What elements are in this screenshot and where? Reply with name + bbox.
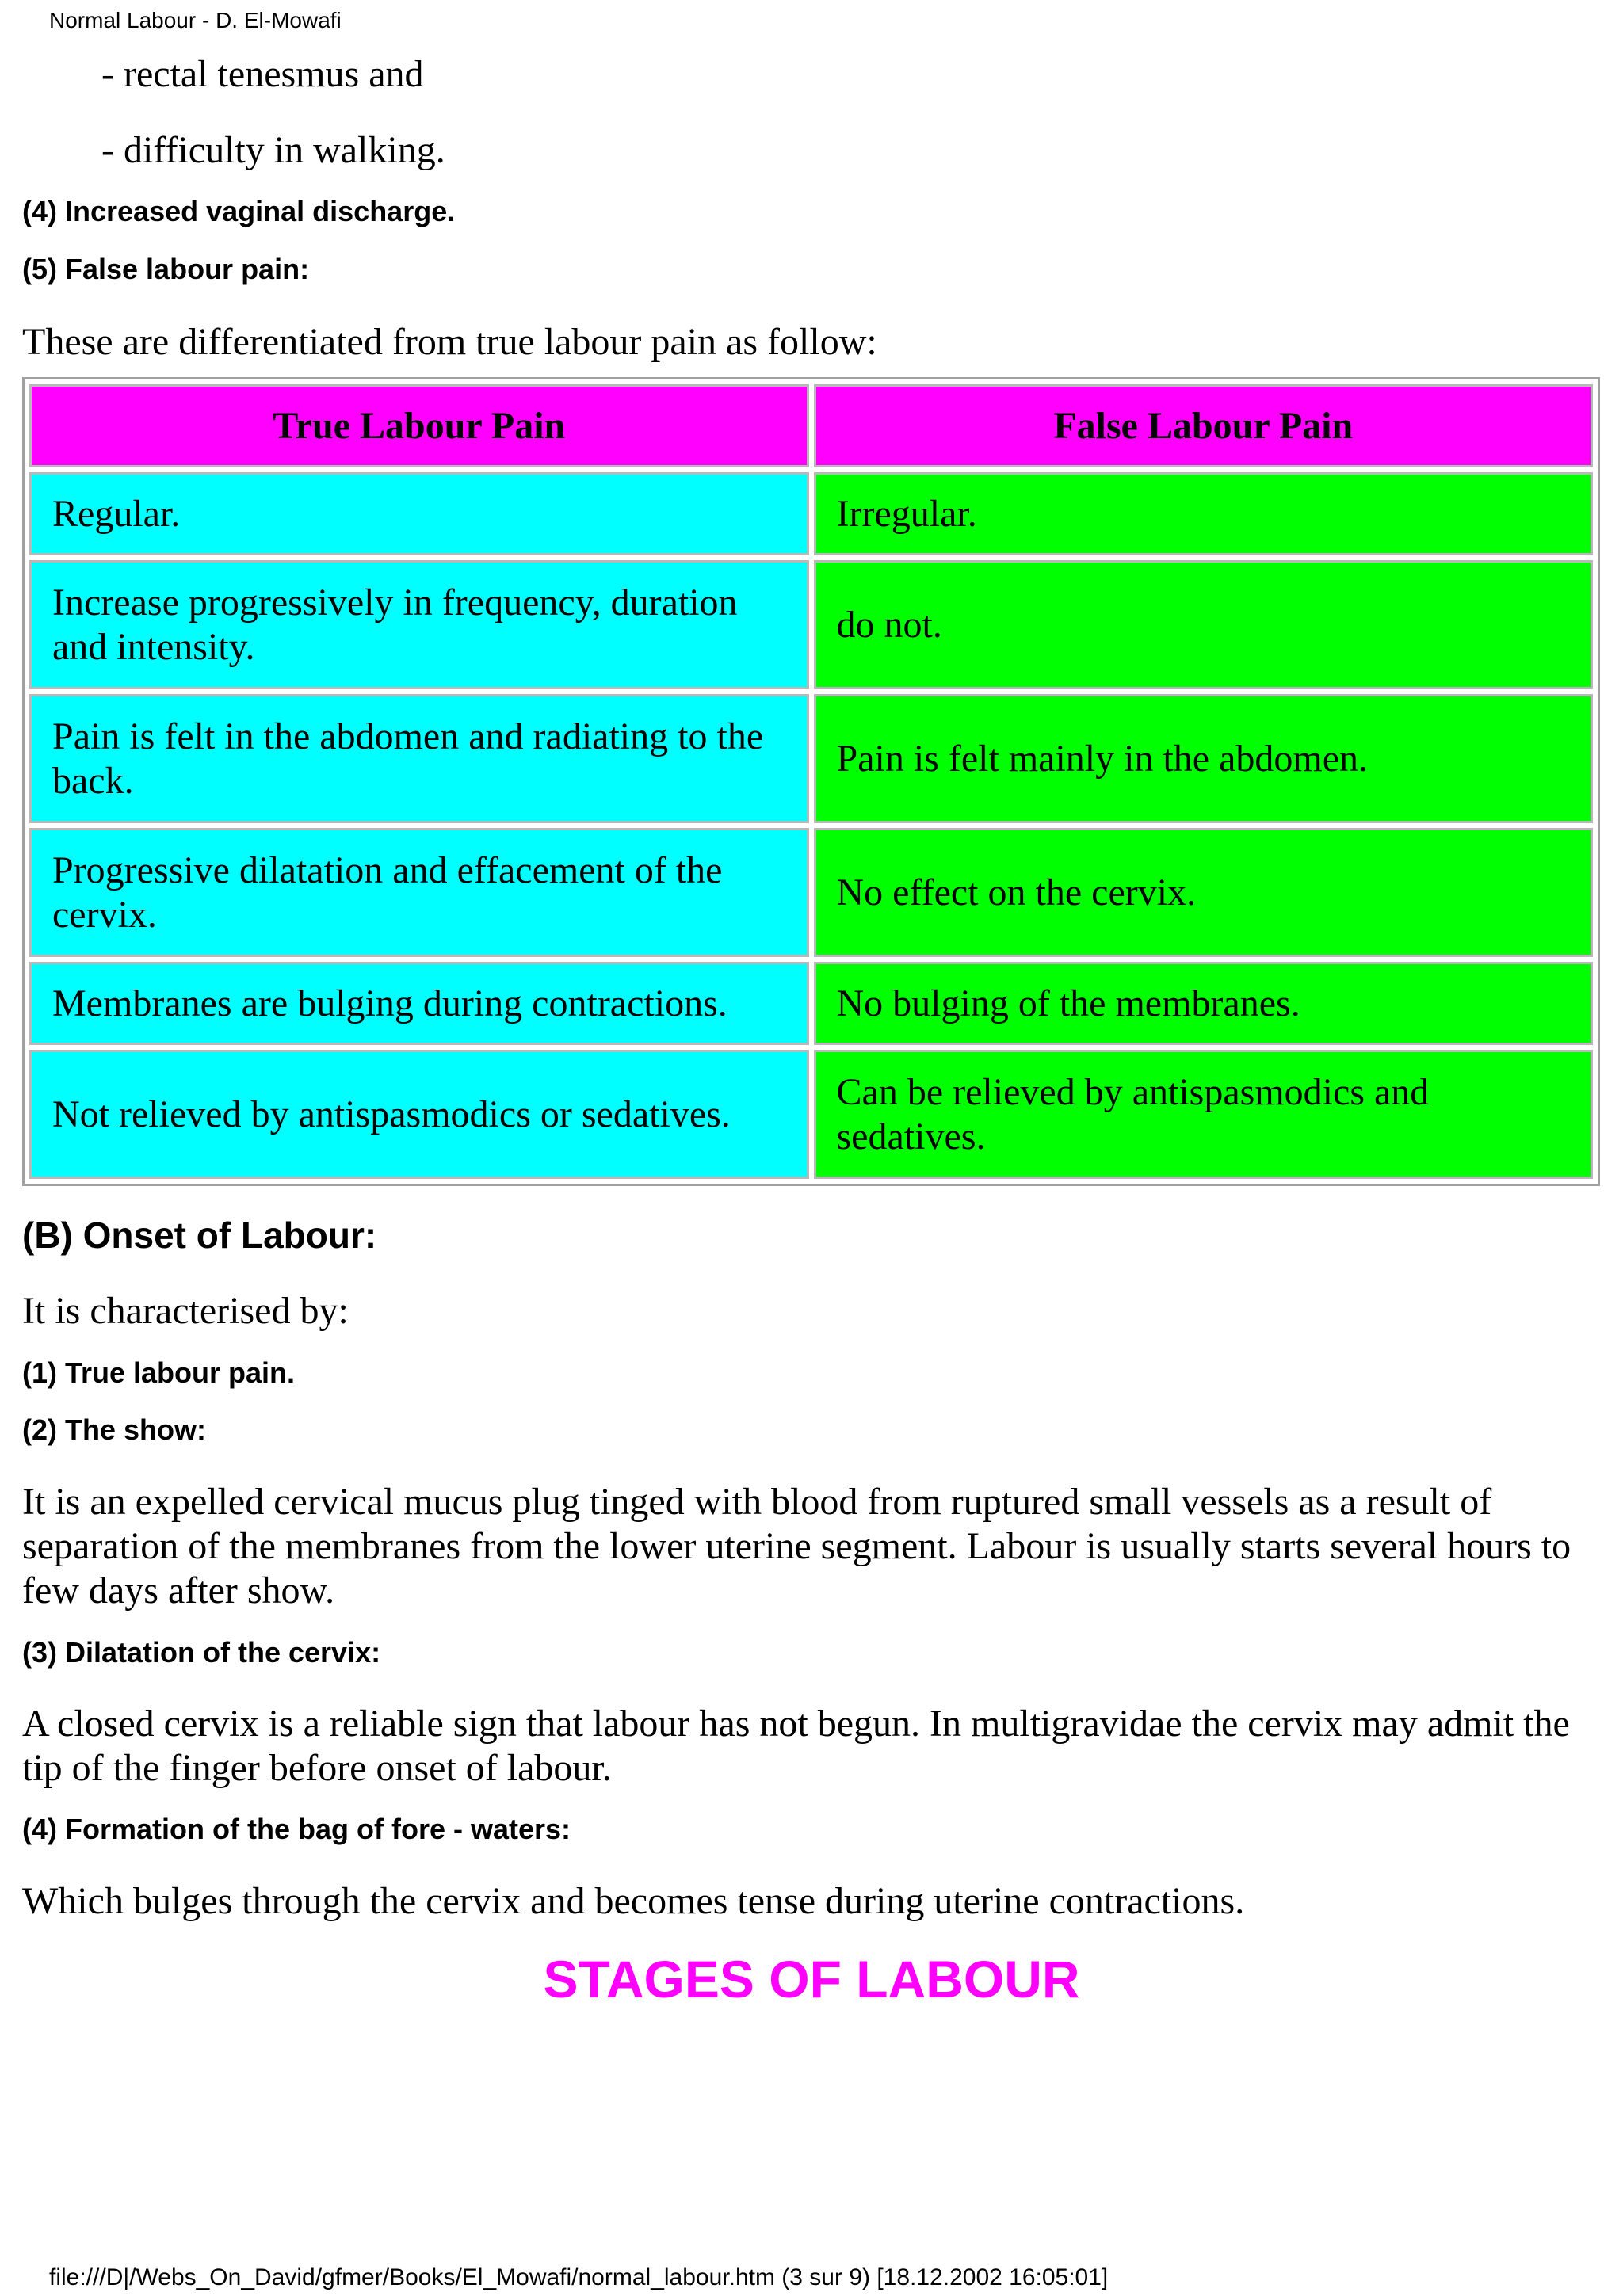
- differentiation-intro: These are differentiated from true labour pain as follow:: [22, 321, 877, 363]
- true-pain-cell: Not relieved by antispasmodics or sedatives.: [29, 1050, 809, 1179]
- table-row: [29, 560, 1593, 689]
- table-row: [29, 694, 1593, 823]
- table-row: [29, 1050, 1593, 1179]
- onset-dilatation-cervix: (3) Dilatation of the cervix:: [22, 1636, 381, 1669]
- file-path-footer: file:///D|/Webs_On_David/gfmer/Books/El_Mowafi/normal_labour.htm (3 sur 9) [18.12.2002 16:05:01]: [49, 2264, 1109, 2290]
- sign-false-labour-pain: (5) False labour pain:: [22, 253, 310, 285]
- bag-description: Which bulges through the cervix and becomes tense during uterine contractions.: [22, 1880, 1245, 1922]
- running-header: Normal Labour - D. El-Mowafi: [49, 8, 342, 32]
- false-pain-cell: Can be relieved by antispasmodics and sedatives.: [814, 1050, 1594, 1179]
- bullet-difficulty-walking: - difficulty in walking.: [101, 129, 445, 171]
- false-pain-cell: Pain is felt mainly in the abdomen.: [814, 694, 1594, 823]
- true-pain-cell: Membranes are bulging during contractions.: [29, 962, 809, 1045]
- header-false-labour-pain: False Labour Pain: [814, 384, 1594, 467]
- true-pain-cell: Pain is felt in the abdomen and radiating to the back.: [29, 694, 809, 823]
- true-pain-cell: Increase progressively in frequency, duration and intensity.: [29, 560, 809, 689]
- onset-intro: It is characterised by:: [22, 1290, 349, 1332]
- sign-increased-vaginal-discharge: (4) Increased vaginal discharge.: [22, 195, 456, 227]
- false-pain-cell: Irregular.: [814, 472, 1594, 555]
- false-pain-cell: No bulging of the membranes.: [814, 962, 1594, 1045]
- table-row: [29, 472, 1593, 555]
- false-pain-cell: No effect on the cervix.: [814, 828, 1594, 957]
- table-header-row: [29, 384, 1593, 467]
- onset-the-show: (2) The show:: [22, 1413, 206, 1446]
- bullet-rectal-tenesmus: - rectal tenesmus and: [101, 53, 424, 95]
- header-true-labour-pain: True Labour Pain: [29, 384, 809, 467]
- onset-of-labour-heading: (B) Onset of Labour:: [22, 1215, 377, 1256]
- table-row: [29, 828, 1593, 957]
- true-pain-cell: Regular.: [29, 472, 809, 555]
- show-description: It is an expelled cervical mucus plug tinged with blood from ruptured small vessels as a result of separation of the membranes from the lower uterine segment. Labour is usually starts several hours to few days after show.: [22, 1481, 1571, 1611]
- labour-pain-comparison-table: [22, 377, 1600, 1186]
- table-row: [29, 962, 1593, 1045]
- cervix-description: A closed cervix is a reliable sign that labour has not begun. In multigravidae the cervix may admit the tip of the finger before onset of labour.: [22, 1703, 1570, 1789]
- stages-of-labour-title: STAGES OF LABOUR: [543, 1950, 1080, 2008]
- onset-bag-of-fore-waters: (4) Formation of the bag of fore - waters:: [22, 1813, 571, 1845]
- false-pain-cell: do not.: [814, 560, 1594, 689]
- true-pain-cell: Progressive dilatation and effacement of the cervix.: [29, 828, 809, 957]
- onset-true-labour-pain: (1) True labour pain.: [22, 1356, 296, 1389]
